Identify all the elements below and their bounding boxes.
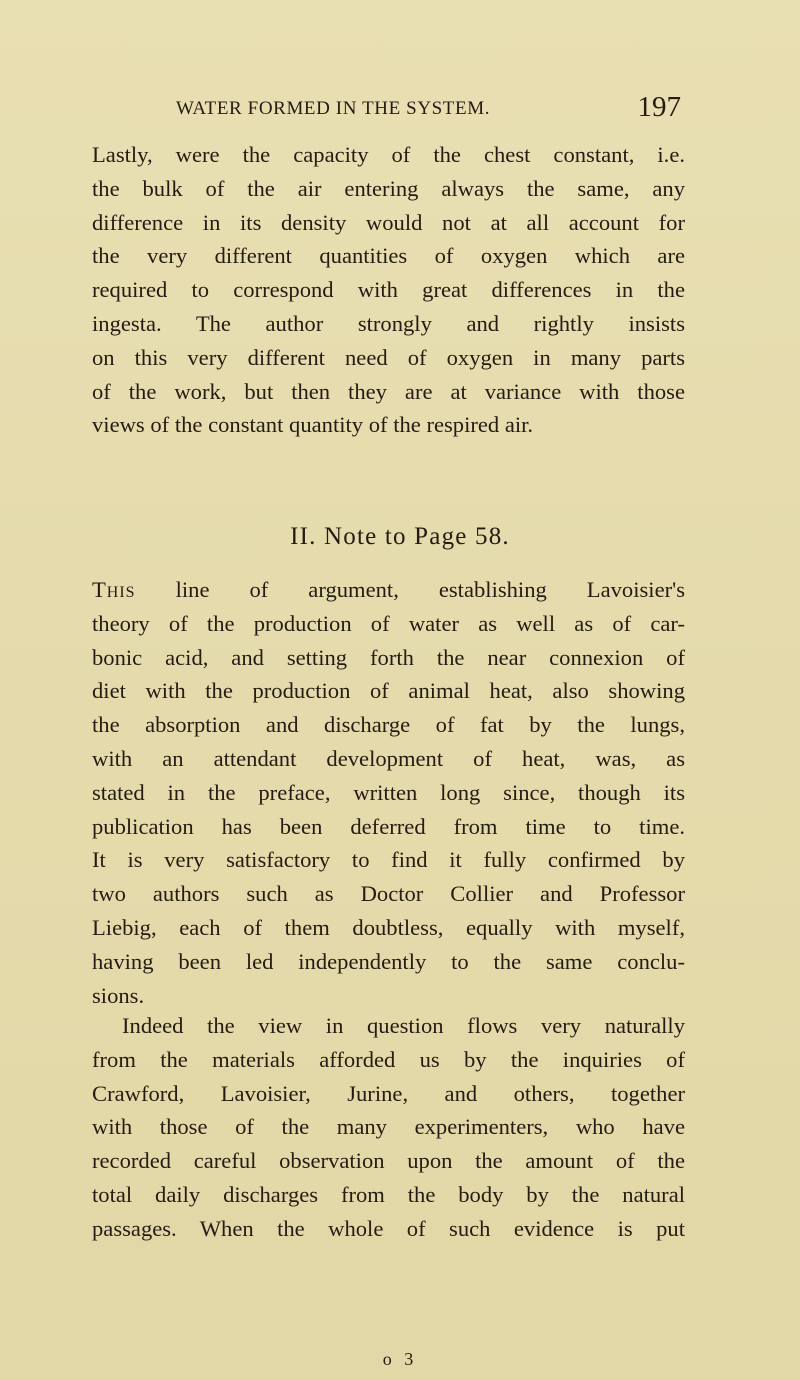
text-line: Indeed the view in question flows very naturally: [122, 1013, 685, 1038]
text-line: sions.: [92, 982, 145, 1008]
text-line: of the work, but then they are at variance with those: [92, 378, 685, 404]
text-line: with an attendant development of heat, was, as: [92, 745, 685, 771]
text-line: difference in its density would not at all account for: [92, 209, 685, 235]
text-line: from the materials afforded us by the inquiries of: [92, 1046, 685, 1072]
paragraph-view-in-question: [92, 1009, 685, 1246]
running-head: [176, 91, 681, 124]
page-number: 197: [637, 91, 681, 123]
text-line: stated in the preface, written long since, though its: [92, 779, 685, 805]
text-line: diet with the production of animal heat, also showing: [92, 678, 685, 704]
text-line: the bulk of the air entering always the same, any: [92, 175, 685, 201]
signature-mark: o 3: [382, 1349, 418, 1369]
text-line: having been led independently to the same conclu-: [92, 948, 685, 974]
text-line: recorded careful observation upon the amount of the: [92, 1148, 685, 1174]
text-line: It is very satisfactory to find it fully confirmed by: [92, 847, 685, 873]
text-line: required to correspond with great differences in the: [92, 277, 685, 303]
text-line: [92, 573, 685, 607]
text-line: publication has been deferred from time to time.: [92, 813, 685, 839]
text-line: Crawford, Lavoisier, Jurine, and others, together: [92, 1080, 685, 1106]
text-line: theory of the production of water as well as of car-: [92, 610, 685, 636]
text-line: bonic acid, and setting forth the near connexion of: [92, 644, 685, 670]
text-line: with those of the many experimenters, who have: [92, 1114, 685, 1140]
running-title: WATER FORMED IN THE SYSTEM.: [176, 98, 491, 119]
text-line: views of the constant quantity of the respired air.: [92, 412, 534, 438]
section-heading: II. Note to Page 58.: [290, 523, 510, 550]
text-line: two authors such as Doctor Collier and Professor: [92, 881, 685, 907]
text-line: the very different quantities of oxygen which are: [92, 243, 685, 269]
paragraph-line-of-argument: [92, 573, 685, 1012]
text-line: passages. When the whole of such evidence is put: [92, 1215, 685, 1241]
first-line-rest: line of argument, establishing Lavoisier's: [135, 577, 685, 602]
text-line: ingesta. The author strongly and rightly insists: [92, 310, 685, 336]
lead-word: This: [92, 577, 136, 602]
text-line: total daily discharges from the body by the natural: [92, 1181, 685, 1207]
text-line: Liebig, each of them doubtless, equally with myself,: [92, 914, 685, 940]
paragraph-capacity-of-chest: [92, 138, 685, 442]
text-line: the absorption and discharge of fat by the lungs,: [92, 712, 685, 738]
text-line: on this very different need of oxygen in many parts: [92, 344, 685, 370]
text-line: Lastly, were the capacity of the chest constant, i.e.: [92, 142, 685, 167]
